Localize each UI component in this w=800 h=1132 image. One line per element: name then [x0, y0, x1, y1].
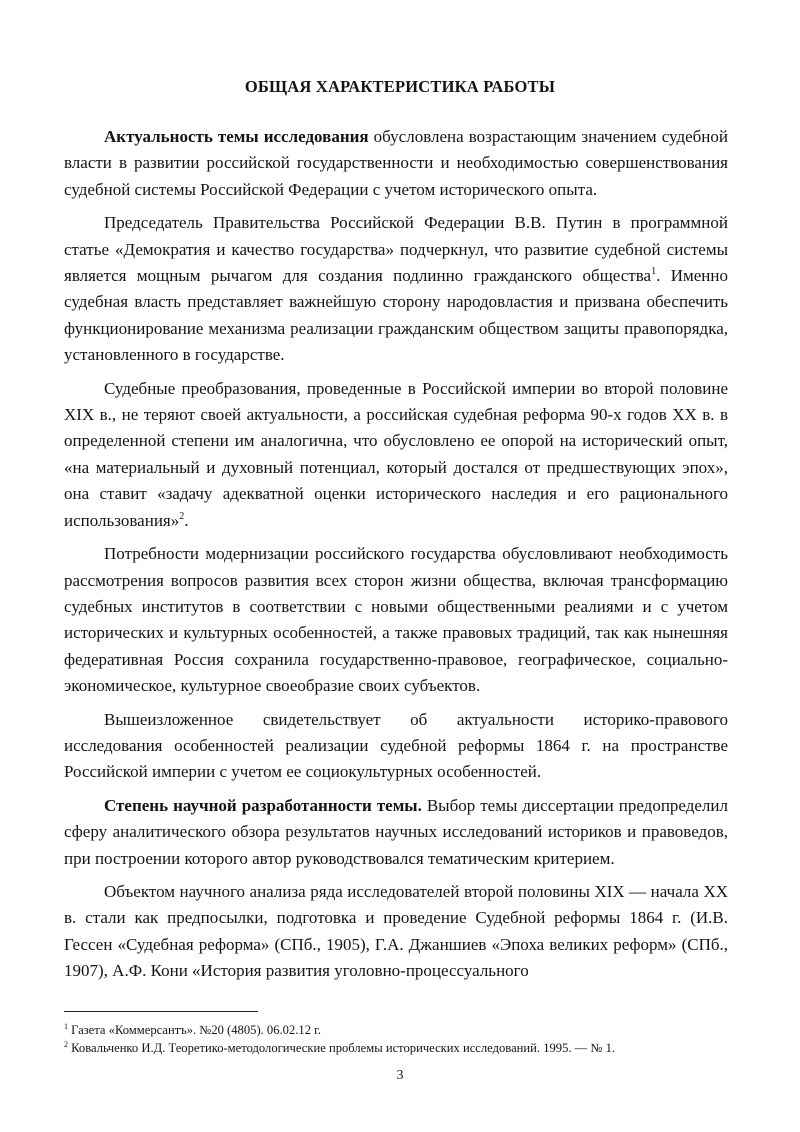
paragraph-putin-article [64, 210, 728, 368]
paragraph-text: обусловлена возрастающим значением судебной власти в развитии российской государственности и необходимостью совершенствования судебной системы Российской Федерации с учетом исторического опыта. [64, 127, 728, 199]
footnote-text: Газета «Коммерсантъ». №20 (4805). 06.02.12 г. [68, 1023, 322, 1037]
footnote-number: 1 [64, 1022, 68, 1031]
footnotes [64, 1022, 764, 1057]
body-text [64, 124, 728, 985]
paragraph-text: Объектом научного анализа ряда исследователей второй половины XIX — начала XX в. стали как предпосылки, подготовка и проведение Судебной реформы 1864 г. (И.В. Гессен «Судебная реформа» (СПб., 1905), Г.А. Джаншиев «Эпоха великих реформ» (СПб., 1907), А.Ф. Кони «История развития уголовно-процессуального [64, 881, 728, 981]
paragraph-text: Судебные преобразования, проведенные в Российской империи во второй половине XIX в., не теряют своей актуальности, а российская судебная реформа 90-х годов XX в. в определенной степени им аналогична, что обусловлено ее опорой на исторический опыт, «на материальный и духовный потенциал, который достался от предшествующих эпох», она ставит «задачу адекватной оценки исторического наследия и его рационального использования» [64, 378, 728, 530]
footnote-divider [64, 1011, 258, 1012]
paragraph-judicial-transformations [64, 376, 728, 534]
paragraph-relevance [64, 124, 728, 203]
paragraph-lead: Степень научной разработанности темы. [104, 795, 422, 815]
footnote-ref-1: 1 [651, 266, 657, 278]
page-title: ОБЩАЯ ХАРАКТЕРИСТИКА РАБОТЫ [244, 77, 556, 96]
paragraph-text: Потребности модернизации российского государства обусловливают необходимость рассмотрения вопросов развития всех сторон жизни общества, включая трансформацию судебных институтов в соответствии с новыми общественными реалиями и с учетом исторических и культурных особенностей, а также правовых традиций, так как нынешняя федеративная Россия сохранила государственно-правовое, географическое, социально-экономическое, культурное своеобразие своих субъектов. [64, 544, 728, 696]
paragraph-research-object [64, 879, 728, 985]
paragraph-degree-of-study [64, 793, 728, 872]
paragraph-text: Вышеизложенное свидетельствует об актуальности историко-правового исследования особенностей реализации судебной реформы 1864 г. на пространстве Российской империи с учетом ее социокультурных особенностей. [64, 709, 728, 782]
footnote-1 [64, 1022, 764, 1040]
paragraph-text: Председатель Правительства Российской Федерации В.В. Путин в программной статье «Демократия и качество государства» подчеркнул, что развитие судебной системы является мощным рычагом для создания подлинно гражданского общества [64, 213, 728, 286]
paragraph-text-after: . [184, 510, 189, 530]
paragraph-text: Выбор темы диссертации предопределил сферу аналитического обзора результатов научных исследований историков и правоведов, при построении которого автор руководствовался тематическим критерием. [64, 795, 728, 868]
footnote-number: 2 [64, 1039, 68, 1049]
footnote-text: Ковальченко И.Д. Теоретико-методологические проблемы исторических исследований. 1995. — № 1. [68, 1040, 616, 1055]
footnote-ref-2: 2 [179, 510, 185, 522]
page-number: 3 [396, 1068, 404, 1083]
paragraph-text-after: . Именно судебная власть представляет важнейшую сторону народовластия и призвана обеспечить функционирование механизма реализации гражданским обществом защиты правопорядка, установленного в государстве. [64, 266, 728, 365]
paragraph-lead: Актуальность темы исследования [104, 127, 369, 146]
paragraph-modernization-needs [64, 541, 728, 699]
paragraph-conclusion-relevance [64, 707, 728, 786]
footnote-2 [64, 1040, 764, 1058]
